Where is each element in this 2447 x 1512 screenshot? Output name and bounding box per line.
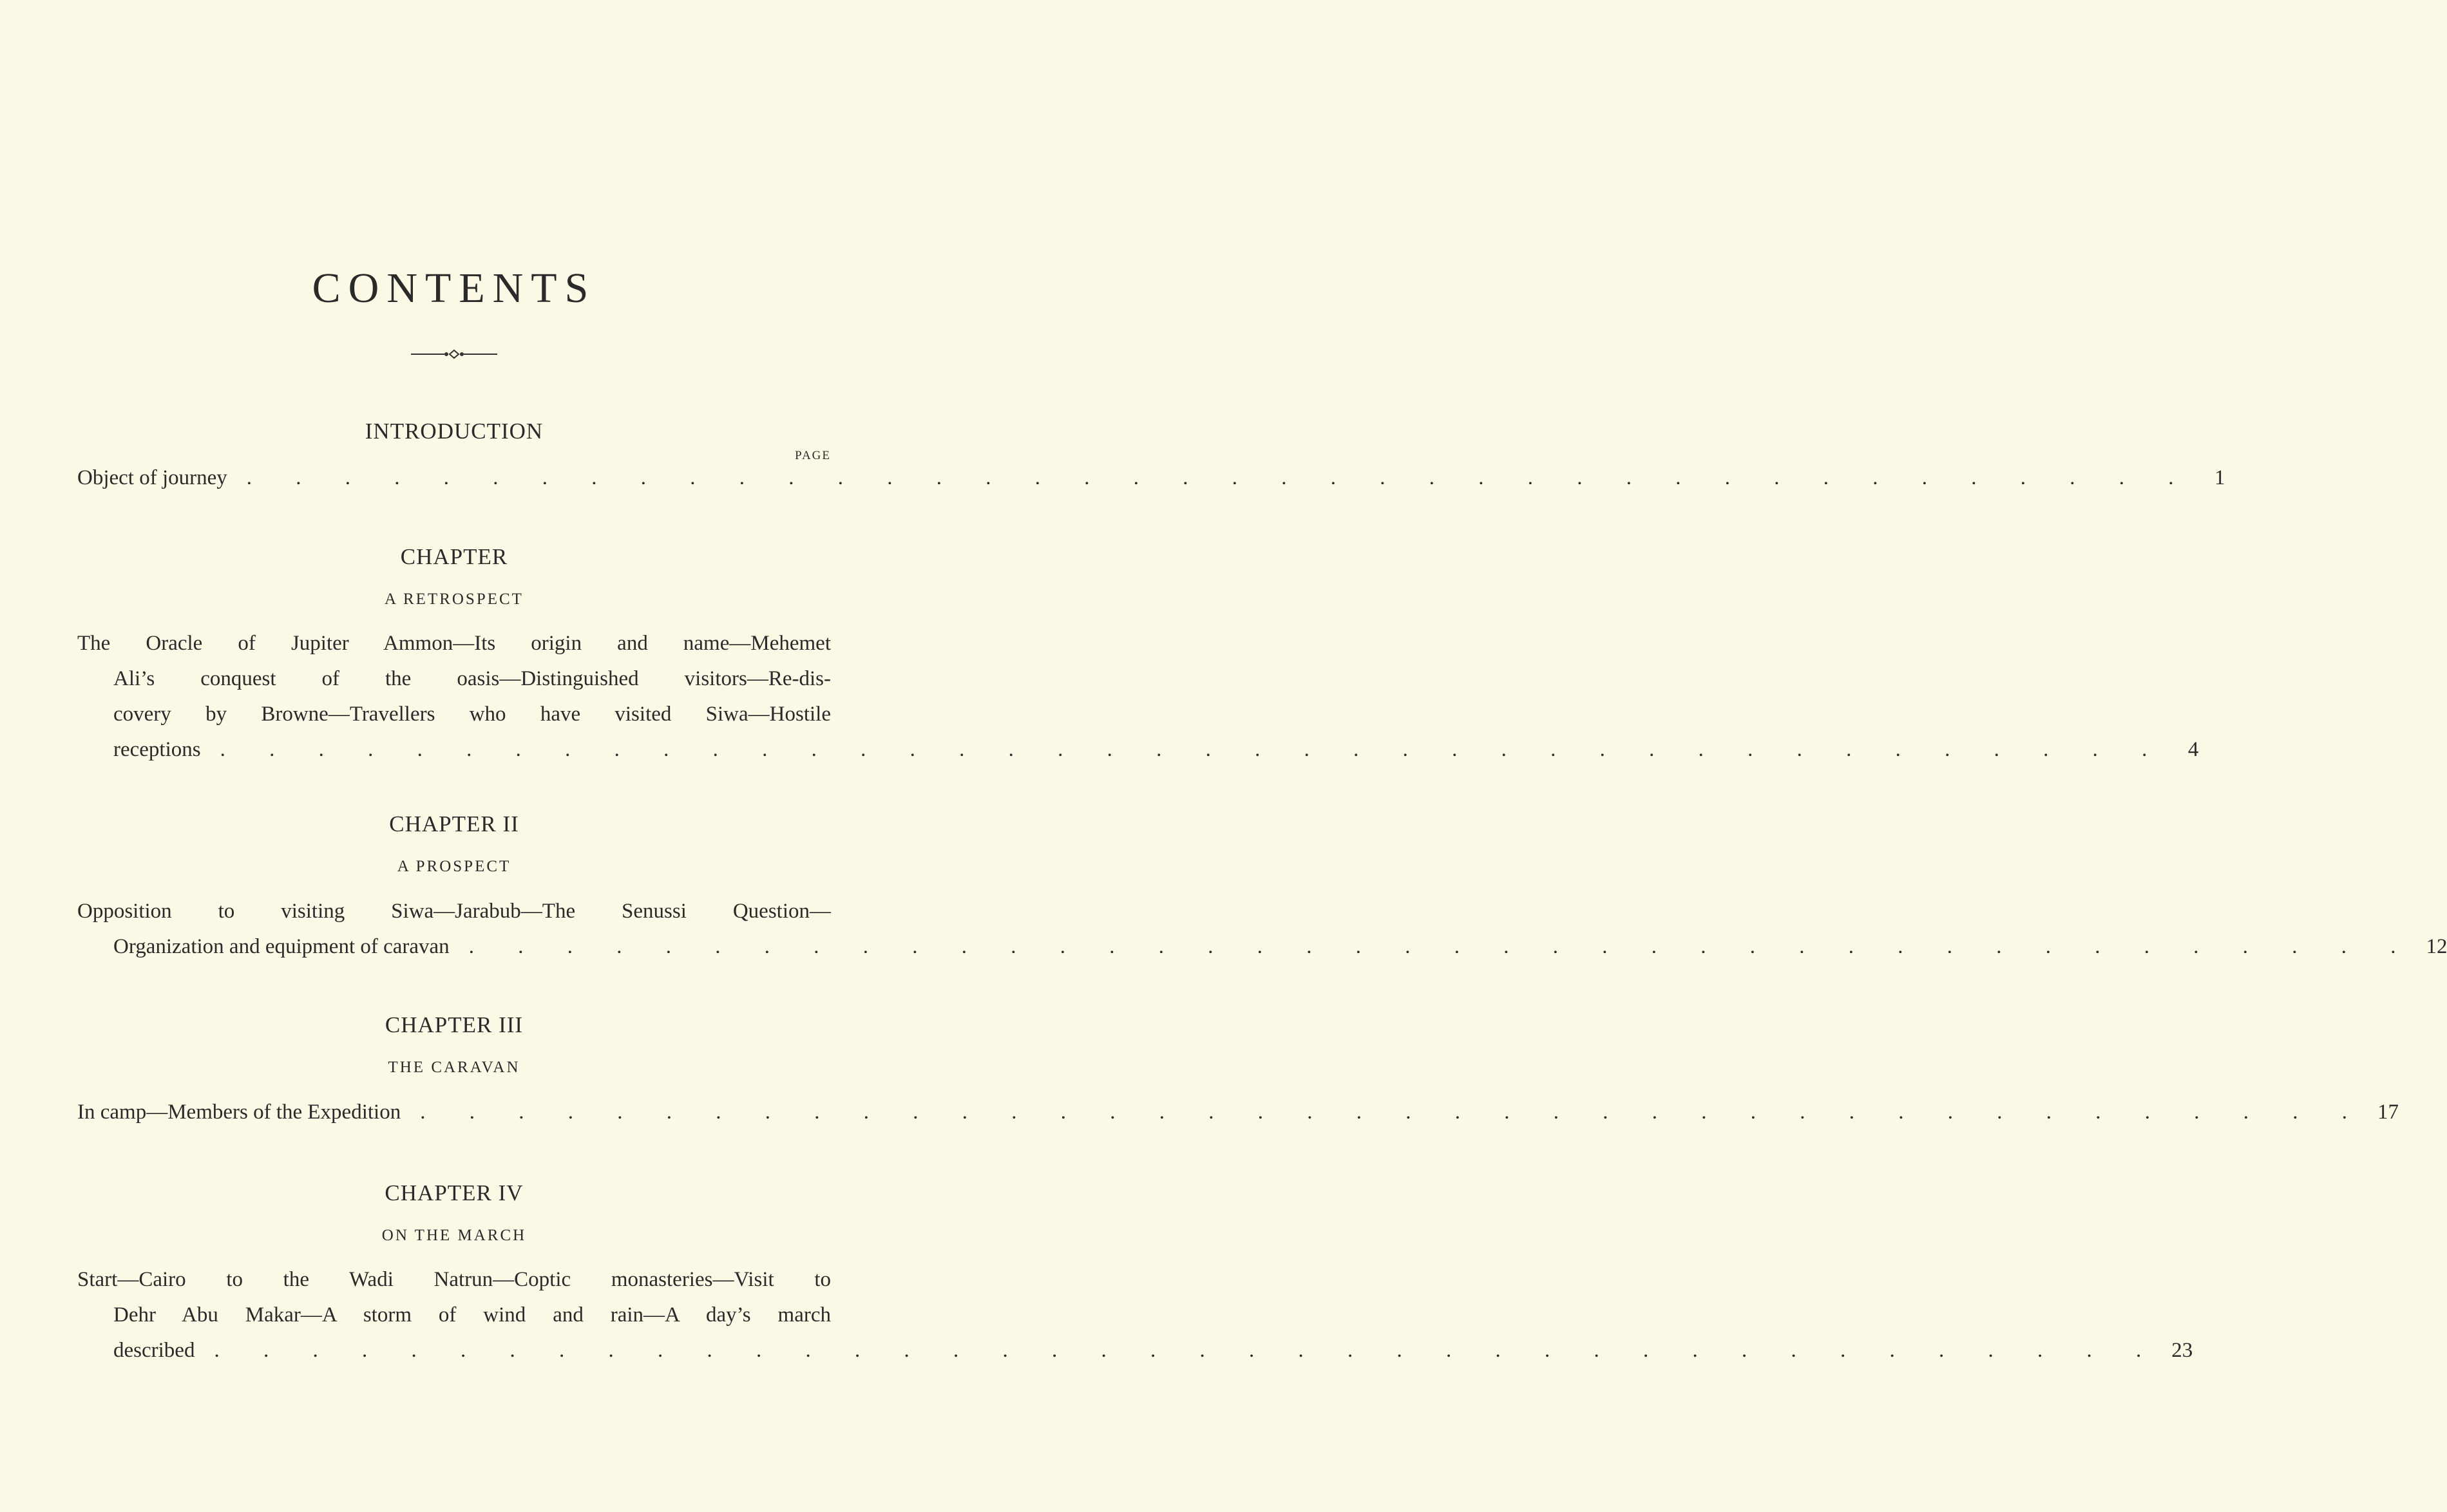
ornament-divider-icon bbox=[411, 345, 497, 364]
toc-entry-last-line bbox=[77, 460, 2225, 496]
leader-dots: . . . . . . . . . . . . . . . . . . . . . . . . . . . . . . . . . . . . . . . . bbox=[220, 738, 2167, 761]
toc-entry-chapter-4[interactable] bbox=[77, 1262, 2193, 1368]
chapter-subheading-4: ON THE MARCH bbox=[381, 1227, 527, 1244]
toc-entry-line: covery by Browne—Travellers who have visited Siwa—Hostile bbox=[113, 703, 831, 726]
toc-entry-introduction[interactable] bbox=[77, 460, 2225, 496]
toc-entry-line: Ali’s conquest of the oasis—Distinguished visitors—Re-dis- bbox=[113, 667, 831, 690]
toc-entry-chapter-1[interactable] bbox=[77, 626, 2199, 768]
toc-entry-text: Organization and equipment of caravan bbox=[113, 935, 450, 958]
toc-entry-text: Object of journey bbox=[77, 466, 227, 489]
toc-entry-last-line bbox=[77, 1333, 2193, 1368]
toc-entry-line: Dehr Abu Makar—A storm of wind and rain—A day’s march bbox=[113, 1303, 831, 1327]
toc-entry-chapter-3[interactable] bbox=[77, 1095, 2399, 1130]
leader-dots: . . . . . . . . . . . . . . . . . . . . . . . . . . . . . . . . . . . . . . . . bbox=[468, 935, 2415, 958]
toc-entry-line: Start—Cairo to the Wadi Natrun—Coptic monasteries—Visit to bbox=[77, 1268, 831, 1291]
toc-entry-text: receptions bbox=[113, 738, 201, 761]
section-heading-introduction: INTRODUCTION bbox=[365, 419, 544, 444]
toc-entry-last-line bbox=[77, 929, 2447, 965]
toc-entry-last-line bbox=[77, 732, 2199, 768]
toc-entry-text: In camp—Members of the Expedition bbox=[77, 1101, 401, 1124]
chapter-subheading-2: A PROSPECT bbox=[397, 858, 511, 875]
toc-entry-line: Opposition to visiting Siwa—Jarabub—The Senussi Question— bbox=[77, 900, 831, 923]
toc-entry-last-line bbox=[77, 1095, 2399, 1130]
chapter-heading-4: CHAPTER IV bbox=[385, 1180, 524, 1205]
contents-page bbox=[77, 0, 2447, 1512]
toc-entry-chapter-2[interactable] bbox=[77, 894, 2447, 965]
leader-dots: . . . . . . . . . . . . . . . . . . . . . . . . . . . . . . . . . . . . . . . . bbox=[420, 1101, 2366, 1124]
page-column-label: PAGE bbox=[795, 449, 831, 462]
page-number: 23 bbox=[2171, 1339, 2193, 1362]
chapter-subheading-1: A RETROSPECT bbox=[385, 591, 524, 608]
chapter-heading-1: CHAPTER bbox=[400, 544, 508, 569]
page-number: 12 bbox=[2426, 935, 2447, 958]
leader-dots: . . . . . . . . . . . . . . . . . . . . . . . . . . . . . . . . . . . . . . . . bbox=[214, 1339, 2161, 1362]
toc-entry-line: The Oracle of Jupiter Ammon—Its origin and name—Mehemet bbox=[77, 632, 831, 655]
page-title: CONTENTS bbox=[312, 265, 596, 312]
chapter-heading-2: CHAPTER II bbox=[389, 811, 519, 836]
chapter-subheading-3: THE CARAVAN bbox=[388, 1059, 520, 1076]
page-number: 1 bbox=[2214, 466, 2225, 489]
chapter-heading-3: CHAPTER III bbox=[385, 1012, 524, 1037]
toc-entry-text: described bbox=[113, 1339, 195, 1362]
page-number: 17 bbox=[2377, 1101, 2399, 1124]
page-number: 4 bbox=[2187, 738, 2199, 761]
leader-dots: . . . . . . . . . . . . . . . . . . . . . . . . . . . . . . . . . . . . . . . . bbox=[246, 466, 2193, 489]
